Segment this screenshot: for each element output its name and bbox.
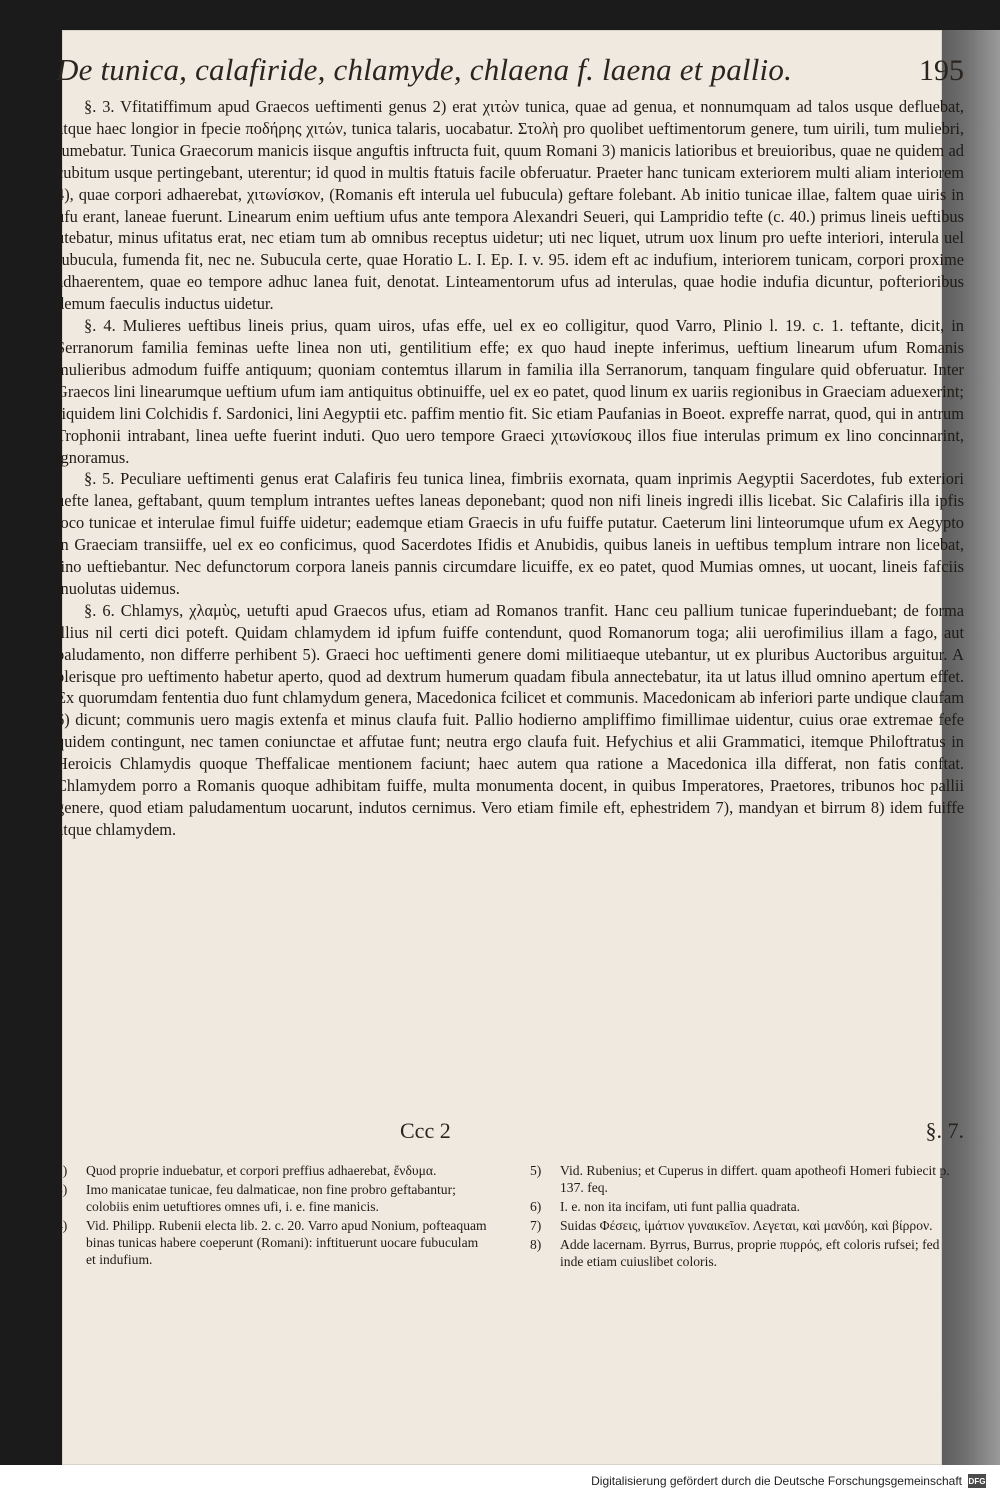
footnote [530,1217,964,1234]
footnote-number: 5) [530,1163,542,1178]
signature-mark: Ccc 2 [400,1118,451,1143]
footnotes-left-column [56,1162,490,1272]
footnote-text: Adde lacernam. Byrrus, Burrus, proprie πυρρός, eft coloris rufsei; fed inde etiam cuiuslibet coloris. [560,1237,940,1269]
main-text [56,96,964,841]
dfg-logo-icon: DFG [968,1474,986,1488]
footnote-text: Suidas Φέσεις, ἱμάτιον γυναικεῖον. Λεγεται, καὶ μανδύη, καὶ βίρρον. [560,1218,933,1233]
footnote-number: 2) [56,1163,68,1178]
footnote [530,1198,964,1215]
digitization-footer [0,1465,1000,1497]
page-number: 195 [919,54,964,87]
paragraph-6: §. 6. Chlamys, χλαμὺς, uetufti apud Graecos ufus, etiam ad Romanos tranfit. Hanc ceu pallium tunicae fuperinduebant; de forma illius nil certi dici poteft. Quidam chlamydem id ipfum fuiffe contendunt, quod Romanorum toga; alii uerofimilius illam a fago, aut paludamento, non differre perhibent 5). Graeci hoc ueftimenti genere domi militiaeque utebantur, ut ex pluribus Auctoribus arguitur. A plerisque pro ueftimento habetur aperto, quod ad dextrum humerum quadam fibula annectebatur, ita ut latus illud omnino apertum effet. Ex quorumdam fententia duo funt chlamydum genera, Macedonica fcilicet et communis. Macedonicam ab inferiori parte undique claufam 6) dicunt; communis uero magis extenfa et minus claufa fuit. Pallio hodierno ampliffimo fimillimae uidentur, cuius orae extremae fefe quidem contingunt, nec tamen coniunctae et affutae funt; neutra ergo claufa fuit. Hefychius et alii Grammatici, itemque Philoftratus in Heroicis Chlamydis quoque Theffalicae mentionem faciunt; haec autem qua ratione a Macedonica illa differat, non fatis conftat. Chlamydem porro a Romanis quoque adhibitam fuiffe, multa monumenta docent, in quibus Imperatores, Praetores, tribunos hoc pallii genere, quod etiam paludamentum uocarunt, indutos cernimus. Vero etiam fimile eft, ephestridem 7), mandyan et birrum 8) idem fuiffe atque chlamydem. [56,600,964,839]
footnotes [56,1162,964,1272]
footnote-text: Imo manicatae tunicae, feu dalmaticae, non fine probro geftabantur; colobiis enim uetuftiores omnes ufi, i. e. fine manicis. [86,1182,456,1214]
paragraph-5: §. 5. Peculiare ueftimenti genus erat Calafiris feu tunica linea, fimbriis exornata, quam inprimis Aegyptii Sacerdotes, fub exteriori uefte lanea, geftabant, quum templum intrantes ueftes laneas deponebant; quod non nifi lineis ingredi illis licebat. Sic Calafiris illa ipfis loco tunicae et interulae fimul fuiffe uidetur; eademque etiam Graecis in ufu fuiffe putatur. Caeterum lini linteorumque ufum ex Aegypto in Graeciam transiiffe, uel ex eo conficimus, quod Sacerdotes Ifidis et Anubidis, quibus laneis in ueftibus templum intrare non licebat, lino ueftiebantur. Nec defunctorum corpora laneis pannis circumdare licuiffe, ex eo patet, quod Mumias omnes, ut uocant, lineis fafciis inuolutas uidemus. [56,469,964,598]
footnote [530,1162,964,1196]
footnote [56,1181,490,1215]
footnote-text: Vid. Rubenius; et Cuperus in differt. quam apotheofi Homeri fubiecit p. 137. feq. [560,1163,950,1195]
paragraph-4: §. 4. Mulieres ueftibus lineis prius, quam uiros, ufas effe, uel ex eo colligitur, quod Varro, Plinio l. 19. c. 1. teftante, dicit, in Serranorum familia feminas uefte linea non uti, gentilitium effe; ex quo haud inepte inferimus, ueftium linearum ufum Romanis mulieribus admodum fuiffe antiquum; quoniam contemtus illarum in familia illa Serranorum, tanquam fingulare quid obferuatur. Inter Graecos lini linearumque ueftium ufum iam antiquitus obtinuiffe, uel ex eo patet, quod linum ex uariis regionibus in Graeciam aduexerint; fiquidem lini Colchidis f. Sardonici, lini Aegyptii etc. paffim mentio fit. Sic etiam Paufanias in Boeot. expreffe narrat, quod, qui in antrum Trophonii intrabant, linea uefte fuerint induti. Quo uero tempore Graeci χιτωνίσκους illos fiue interulas primum ex lino concinnarint, ignoramus. [56,316,964,467]
footnote-number: 4) [56,1218,68,1233]
footnote [56,1162,490,1179]
funding-credit: Digitalisierung gefördert durch die Deutsche Forschungsgemeinschaft [591,1474,962,1488]
footnote [56,1217,490,1268]
footnote-text: I. e. non ita incifam, uti funt pallia quadrata. [560,1199,801,1214]
running-title: De tunica, calafiride, chlamyde, chlaena f. laena et pallio. [56,52,793,87]
footnote-number: 7) [530,1218,542,1233]
footnotes-right-column [530,1162,964,1272]
footnote-number: 6) [530,1199,542,1214]
catchword: §. 7. [925,1118,964,1143]
running-header [56,52,964,88]
footnote-number: 8) [530,1237,542,1252]
paragraph-3: §. 3. Vfitatiffimum apud Graecos ueftimenti genus 2) erat χιτὼν tunica, quae ad genua, et nonnumquam ad talos usque defluebat, atque haec longior in fpecie ποδήρης χιτών, tunica talaris, uocabatur. Στολὴ pro quolibet ueftimentorum genere, tum uirili, tum muliebri, fumebatur. Tunica Graecorum manicis iisque anguftis inftructa fuit, quum Romani 3) manicis latioribus et breuioribus, quae ne quidem ad cubitum usque pertingebant, uterentur; id quod in multis ftatuis facile obferuatur. Praeter hanc tunicam exteriorem multi aliam interiorem 4), quae corpori adhaerebat, χιτωνίσκον, (Romanis eft interula uel fubucula) geftare folebant. Ab initio tunicae illae, faltem quae uiris in ufu erant, laneae fuerunt. Linearum enim ueftium ufus ante tempora Alexandri Seueri, qui Lampridio tefte (c. 40.) primus lineis ueftibus utebatur, minus ufitatus erat, nec etiam tum ab omnibus receptus uidetur; uti nec liquet, utrum uox linum pro uefte interiori, interula uel fubucula, fumenda fit, nec ne. Subucula certe, quae Horatio L. I. Ep. I. v. 95. idem eft ac indufium, interiorem tunicam, corpori proxime adhaerentem, quae eo tempore adhuc lanea fuit, denotat. Linteamentorum ufus ad interulas, quae hodie indufia dicuntur, pofterioribus demum faeculis inductus uidetur. [56,97,964,314]
signature-row [400,1118,964,1144]
footnote [530,1236,964,1270]
footnote-number: 3) [56,1182,68,1197]
footnote-text: Quod proprie induebatur, et corpori preffius adhaerebat, ἔνδυμα. [86,1163,437,1178]
footnote-text: Vid. Philipp. Rubenii electa lib. 2. c. 20. Varro apud Nonium, pofteaquam binas tunicas habere coeperunt (Romani): inftituerunt uocare fubuculam et indufium. [86,1218,487,1267]
